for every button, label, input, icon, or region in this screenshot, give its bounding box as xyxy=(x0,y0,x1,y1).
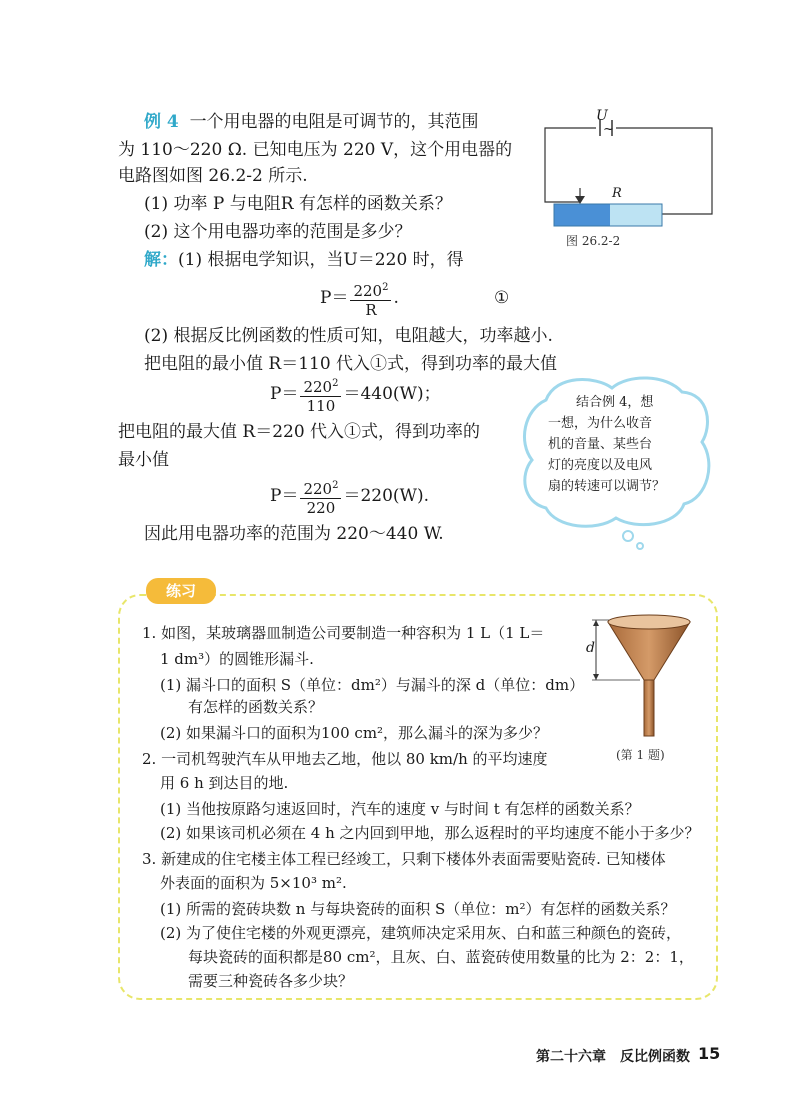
practice-tab: 练习 xyxy=(146,578,216,604)
equation-1 xyxy=(320,278,399,319)
problem-3-q2-line-1: (2) 为了使住宅楼的外观更漂亮，建筑师决定采用灰、白和蓝三种颜色的瓷砖， xyxy=(160,924,682,942)
equation-3 xyxy=(270,476,429,517)
eq2-fraction xyxy=(300,375,341,415)
problem-3-q2-line-2: 每块瓷砖的面积都是80 cm²，且灰、白、蓝瓷砖使用数量的比为 2：2：1， xyxy=(188,948,694,966)
cloud-text xyxy=(548,392,698,497)
funnel-depth-label: d xyxy=(586,640,595,656)
problem-1-line-2: 1 dm³）的圆锥形漏斗. xyxy=(160,650,314,668)
cloud-line-5: 扇的转速可以调节？ xyxy=(548,479,666,494)
equation-1-tag: ① xyxy=(494,288,510,308)
eq3-numerator: 220 xyxy=(303,479,333,498)
solution-text-1: (1) 根据电学知识，当U＝220 时，得 xyxy=(178,250,464,270)
problem-3-q2-line-3: 需要三种瓷砖各多少块？ xyxy=(188,972,354,990)
eq2-denominator: 110 xyxy=(306,396,336,415)
eq3-fraction xyxy=(300,477,341,517)
cloud-line-4: 灯的亮度以及电风 xyxy=(548,458,653,473)
eq1-fraction xyxy=(350,279,391,319)
solution-line-6: 因此用电器功率的范围为 220～440 W. xyxy=(144,524,444,544)
solution-line-3: 把电阻的最小值 R＝110 代入①式，得到功率的最大值 xyxy=(144,354,558,374)
resistor-label: R xyxy=(612,186,622,201)
problem-2-line-2: 用 6 h 到达目的地. xyxy=(160,774,289,792)
circuit-diagram xyxy=(520,108,730,258)
solution-line-5: 最小值 xyxy=(118,450,169,470)
example-line-2: 为 110～220 Ω. 已知电压为 220 V，这个用电器的 xyxy=(118,140,513,160)
problem-1-q1-line-1: (1) 漏斗口的面积 S（单位：dm²）与漏斗的深 d（单位：dm） xyxy=(160,676,585,694)
eq2-tail: ＝440(W)； xyxy=(343,384,441,404)
eq1-sup: 2 xyxy=(382,281,389,293)
problem-3-line-2: 外表面的面积为 5×10³ m². xyxy=(160,874,347,892)
eq1-denominator: R xyxy=(365,300,377,319)
problem-2-q1: (1) 当他按原路匀速返回时，汽车的速度 v 与时间 t 有怎样的函数关系？ xyxy=(160,800,640,818)
problem-1-line-1: 1. 如图，某玻璃器皿制造公司要制造一种容积为 1 L（1 L＝ xyxy=(142,624,545,642)
eq3-lhs: P＝ xyxy=(270,486,299,506)
example-label: 例 4 xyxy=(144,112,179,132)
eq1-lhs: P＝ xyxy=(320,288,349,308)
funnel-caption: (第 1 题) xyxy=(616,748,665,762)
cloud-line-2: 一想，为什么收音 xyxy=(548,416,653,431)
solution-line-1 xyxy=(144,248,464,272)
example-line-1 xyxy=(144,110,479,134)
voltage-label: U xyxy=(596,108,608,124)
cloud-line-3: 机的音量、某些台 xyxy=(548,437,653,452)
eq1-numerator: 220 xyxy=(353,281,383,300)
eq3-denominator: 220 xyxy=(306,498,336,517)
question-2: (2) 这个用电器功率的范围是多少？ xyxy=(144,222,412,242)
eq2-numerator: 220 xyxy=(303,377,333,396)
example-text-1: 一个用电器的电阻是可调节的，其范围 xyxy=(189,112,479,132)
problem-1-q1-line-2: 有怎样的函数关系？ xyxy=(188,698,324,716)
equation-2 xyxy=(270,374,441,415)
funnel-illustration xyxy=(590,606,700,742)
solution-line-4: 把电阻的最大值 R＝220 代入①式，得到功率的 xyxy=(118,422,481,442)
question-1: (1) 功率 P 与电阻R 有怎样的函数关系？ xyxy=(144,194,452,214)
page-number: 15 xyxy=(698,1044,721,1063)
problem-2-line-1: 2. 一司机驾驶汽车从甲地去乙地，他以 80 km/h 的平均速度 xyxy=(142,750,548,768)
eq2-sup: 2 xyxy=(332,377,339,389)
figure-caption: 图 26.2-2 xyxy=(566,234,621,248)
cloud-line-1: 结合例 4，想 xyxy=(576,395,654,410)
chapter-title: 第二十六章 反比例函数 xyxy=(536,1049,690,1065)
eq2-lhs: P＝ xyxy=(270,384,299,404)
problem-1-q2: (2) 如果漏斗口的面积为100 cm²，那么漏斗的深为多少？ xyxy=(160,724,549,742)
example-line-3: 电路图如图 26.2-2 所示. xyxy=(118,166,308,186)
problem-3-q1: (1) 所需的瓷砖块数 n 与每块瓷砖的面积 S（单位：m²）有怎样的函数关系？ xyxy=(160,900,676,918)
eq3-tail: ＝220(W). xyxy=(343,486,430,506)
eq1-tail: . xyxy=(393,288,399,308)
solution-label: 解： xyxy=(144,250,178,270)
ac-symbol: ~ xyxy=(603,122,614,137)
problem-3-line-1: 3. 新建成的住宅楼主体工程已经竣工，只剩下楼体外表面需要贴瓷砖. 已知楼体 xyxy=(142,850,666,868)
eq3-sup: 2 xyxy=(332,479,339,491)
solution-line-2: (2) 根据反比例函数的性质可知，电阻越大，功率越小. xyxy=(144,326,553,346)
problem-2-q2: (2) 如果该司机必须在 4 h 之内回到甲地，那么返程时的平均速度不能小于多少？ xyxy=(160,824,700,842)
